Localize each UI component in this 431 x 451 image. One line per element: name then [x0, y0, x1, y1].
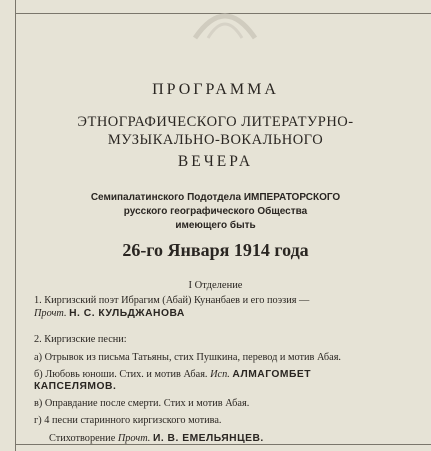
item-1-reader: Прочт. Н. С. КУЛЬДЖАНОВА: [34, 308, 185, 319]
item-2g: г) 4 песни старинного киргизского мотива.: [34, 415, 222, 426]
faded-emblem-icon: [180, 0, 270, 40]
item-1: 1. Киргизский поэт Ибрагим (Абай) Кунанбаев и его поэзия —: [34, 295, 310, 306]
item-2b: б) Любовь юноши. Стих. и мотив Абая. Исп. АЛМАГОМБЕТ: [34, 369, 312, 380]
item-poem: Стихотворение Прочт. И. В. ЕМЕЛЬЯНЦЕВ.: [49, 433, 264, 444]
organizer-line-3: имеющего быть: [175, 220, 256, 231]
organizer-line-2: русского географического Общества: [123, 206, 308, 217]
organizer-line-1: Семипалатинского Подотдела ИМПЕРАТОРСКОГО: [90, 192, 341, 203]
title-programma: ПРОГРАММА: [152, 81, 279, 98]
title-ethnographic: [0, 113, 431, 149]
item-2v: в) Оправдание после смерти. Стих и мотив Абая.: [34, 398, 250, 409]
item-2a: а) Отрывок из письма Татьяны, стих Пушкина, перевод и мотив Абая.: [34, 352, 342, 363]
item-2b-performer: КАПСЕЛЯМОВ.: [34, 381, 117, 392]
title-line-3: МУЗЫКАЛЬНО-ВОКАЛЬНОГО: [107, 132, 324, 148]
title-evening: ВЕЧЕРА: [177, 153, 254, 170]
event-date: 26-го Января 1914 года: [122, 240, 309, 260]
section-heading: I Отделение: [188, 280, 243, 291]
title-line-2: ЭТНОГРАФИЧЕСКОГО ЛИТЕРАТУРНО-: [77, 114, 354, 130]
organizer-block: [0, 191, 431, 233]
item-2: 2. Киргизские песни:: [34, 334, 127, 345]
